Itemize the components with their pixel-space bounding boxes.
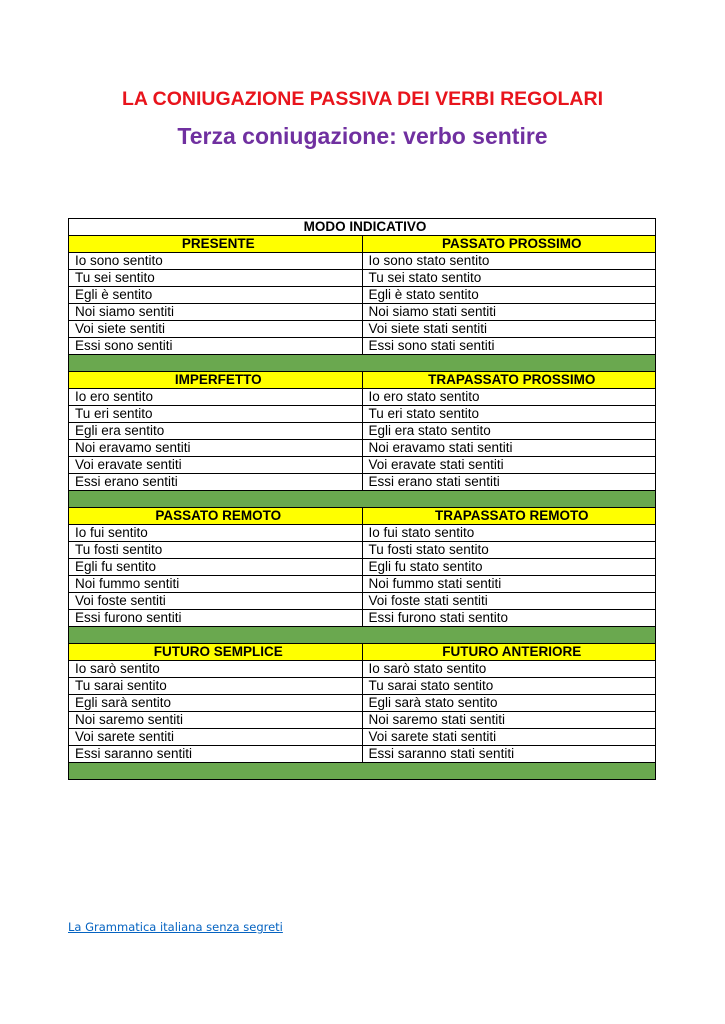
tense-header-row <box>69 372 656 389</box>
document-subtitle: Terza coniugazione: verbo sentire <box>177 123 548 149</box>
simple-form-cell: Essi erano sentiti <box>69 474 363 491</box>
table-row <box>69 321 656 338</box>
compound-form-cell: Tu sarai stato sentito <box>362 678 656 695</box>
table-row <box>69 525 656 542</box>
compound-form-cell: Io fui stato sentito <box>362 525 656 542</box>
compound-form-cell: Io ero stato sentito <box>362 389 656 406</box>
simple-form-cell: Noi eravamo sentiti <box>69 440 363 457</box>
conjugation-table <box>68 218 656 780</box>
table-row <box>69 474 656 491</box>
tense-header: PASSATO REMOTO <box>69 508 363 525</box>
compound-form-cell: Voi eravate stati sentiti <box>362 457 656 474</box>
separator-cell <box>69 355 656 372</box>
simple-form-cell: Tu sei sentito <box>69 270 363 287</box>
table-row <box>69 440 656 457</box>
compound-form-cell: Egli sarà stato sentito <box>362 695 656 712</box>
tense-header: PRESENTE <box>69 236 363 253</box>
separator-cell <box>69 627 656 644</box>
separator-row <box>69 491 656 508</box>
tense-header: IMPERFETTO <box>69 372 363 389</box>
tense-header: TRAPASSATO REMOTO <box>362 508 656 525</box>
tense-header: TRAPASSATO PROSSIMO <box>362 372 656 389</box>
conjugation-table-body <box>69 219 656 780</box>
document-title: LA CONIUGAZIONE PASSIVA DEI VERBI REGOLARI <box>121 88 604 110</box>
simple-form-cell: Egli fu sentito <box>69 559 363 576</box>
simple-form-cell: Voi eravate sentiti <box>69 457 363 474</box>
simple-form-cell: Io fui sentito <box>69 525 363 542</box>
table-row <box>69 304 656 321</box>
simple-form-cell: Essi saranno sentiti <box>69 746 363 763</box>
table-row <box>69 678 656 695</box>
simple-form-cell: Essi furono sentiti <box>69 610 363 627</box>
table-row <box>69 610 656 627</box>
compound-form-cell: Essi sono stati sentiti <box>362 338 656 355</box>
compound-form-cell: Tu sei stato sentito <box>362 270 656 287</box>
separator-row <box>69 763 656 780</box>
mode-row <box>69 219 656 236</box>
table-row <box>69 695 656 712</box>
simple-form-cell: Tu sarai sentito <box>69 678 363 695</box>
compound-form-cell: Voi foste stati sentiti <box>362 593 656 610</box>
compound-form-cell: Egli fu stato sentito <box>362 559 656 576</box>
table-row <box>69 253 656 270</box>
compound-form-cell: Voi sarete stati sentiti <box>362 729 656 746</box>
compound-form-cell: Io sarò stato sentito <box>362 661 656 678</box>
compound-form-cell: Noi eravamo stati sentiti <box>362 440 656 457</box>
table-row <box>69 712 656 729</box>
table-row <box>69 593 656 610</box>
simple-form-cell: Tu eri sentito <box>69 406 363 423</box>
simple-form-cell: Voi foste sentiti <box>69 593 363 610</box>
simple-form-cell: Essi sono sentiti <box>69 338 363 355</box>
mode-heading: MODO INDICATIVO <box>69 219 656 236</box>
compound-form-cell: Voi siete stati sentiti <box>362 321 656 338</box>
compound-form-cell: Egli era stato sentito <box>362 423 656 440</box>
simple-form-cell: Noi siamo sentiti <box>69 304 363 321</box>
simple-form-cell: Tu fosti sentito <box>69 542 363 559</box>
simple-form-cell: Voi siete sentiti <box>69 321 363 338</box>
compound-form-cell: Noi fummo stati sentiti <box>362 576 656 593</box>
tense-header-row <box>69 644 656 661</box>
simple-form-cell: Voi sarete sentiti <box>69 729 363 746</box>
compound-form-cell: Tu fosti stato sentito <box>362 542 656 559</box>
compound-form-cell: Tu eri stato sentito <box>362 406 656 423</box>
table-row <box>69 661 656 678</box>
simple-form-cell: Io sono sentito <box>69 253 363 270</box>
compound-form-cell: Noi saremo stati sentiti <box>362 712 656 729</box>
simple-form-cell: Egli è sentito <box>69 287 363 304</box>
tense-header: FUTURO ANTERIORE <box>362 644 656 661</box>
simple-form-cell: Egli sarà sentito <box>69 695 363 712</box>
table-row <box>69 338 656 355</box>
separator-row <box>69 355 656 372</box>
separator-cell <box>69 491 656 508</box>
table-row <box>69 270 656 287</box>
tense-header-row <box>69 508 656 525</box>
compound-form-cell: Essi furono stati sentito <box>362 610 656 627</box>
compound-form-cell: Io sono stato sentito <box>362 253 656 270</box>
table-row <box>69 542 656 559</box>
table-row <box>69 406 656 423</box>
footer-link[interactable]: La Grammatica italiana senza segreti <box>68 920 283 934</box>
table-row <box>69 389 656 406</box>
separator-row <box>69 627 656 644</box>
tense-header-row <box>69 236 656 253</box>
table-row <box>69 576 656 593</box>
compound-form-cell: Noi siamo stati sentiti <box>362 304 656 321</box>
table-row <box>69 457 656 474</box>
simple-form-cell: Io sarò sentito <box>69 661 363 678</box>
simple-form-cell: Noi fummo sentiti <box>69 576 363 593</box>
separator-cell <box>69 763 656 780</box>
tense-header: FUTURO SEMPLICE <box>69 644 363 661</box>
compound-form-cell: Essi saranno stati sentiti <box>362 746 656 763</box>
simple-form-cell: Egli era sentito <box>69 423 363 440</box>
table-row <box>69 559 656 576</box>
table-row <box>69 287 656 304</box>
simple-form-cell: Noi saremo sentiti <box>69 712 363 729</box>
compound-form-cell: Essi erano stati sentiti <box>362 474 656 491</box>
simple-form-cell: Io ero sentito <box>69 389 363 406</box>
compound-form-cell: Egli è stato sentito <box>362 287 656 304</box>
table-row <box>69 746 656 763</box>
tense-header: PASSATO PROSSIMO <box>362 236 656 253</box>
table-row <box>69 729 656 746</box>
table-row <box>69 423 656 440</box>
